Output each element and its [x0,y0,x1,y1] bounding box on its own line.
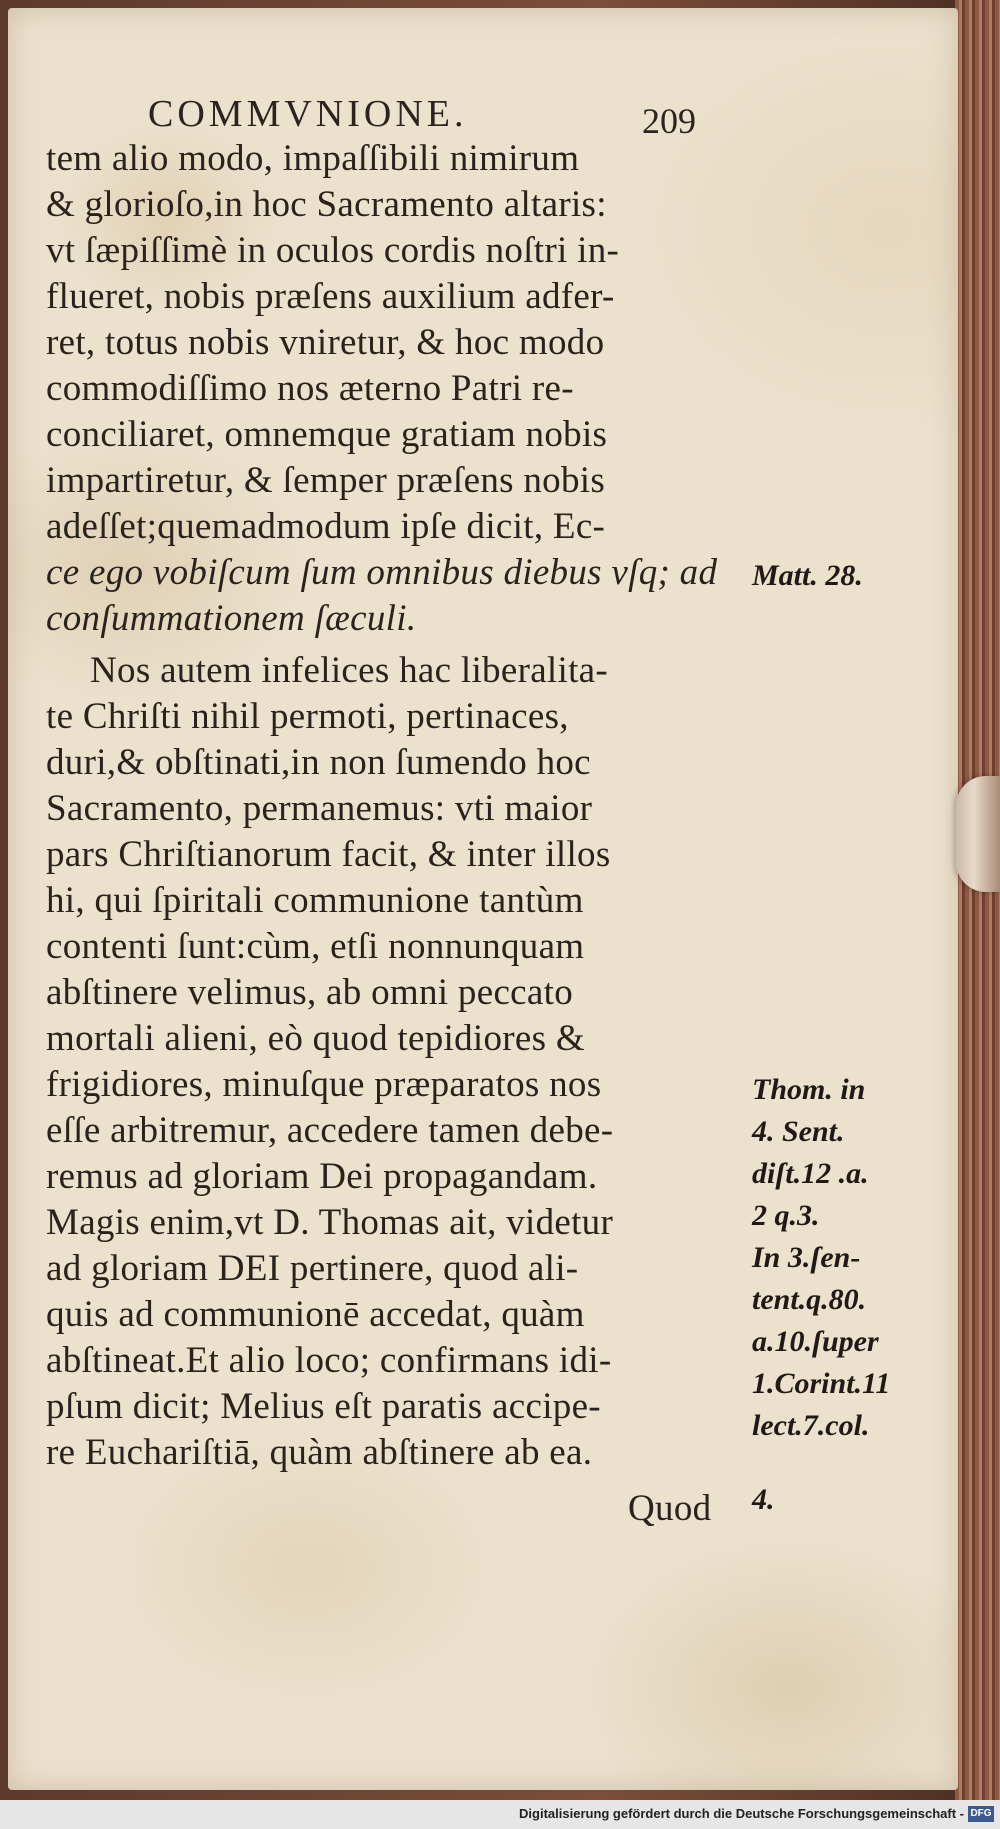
marginal-note: diſt.12 .a. [752,1157,869,1190]
dfg-logo-icon: DFG [968,1806,994,1822]
page-edges [955,0,1000,1800]
text-line: commodiſſimo nos æterno Patri re- [46,368,574,409]
footer-bar [0,1800,1000,1829]
marginal-note: Matt. 28. [752,559,863,592]
text-line: frigidiores, minuſque præparatos nos [46,1064,602,1105]
marginal-note: a.10.ſuper [752,1325,879,1358]
running-title: COMMVNIONE. [148,93,468,135]
marginal-note: Thom. in [752,1073,866,1106]
marginal-note: 4. [752,1483,775,1516]
text-line: contenti ſunt:cùm, etſi nonnunquam [46,926,585,967]
text-line: abſtinere velimus, ab omni peccato [46,972,573,1013]
text-line: duri,& obſtinati,in non ſumendo hoc [46,742,591,783]
text-line: ad gloriam DEI pertinere, quod ali- [46,1248,579,1289]
marginal-note: In 3.ſen- [752,1241,861,1274]
text-line: impartiretur, & ſemper præſens nobis [46,460,606,501]
text-line: flueret, nobis præſens auxilium adfer- [46,276,615,317]
marginal-note: tent.q.80. [752,1283,867,1316]
footer-credit: Digitalisierung gefördert durch die Deutsche Forschungsgemeinschaft - [519,1806,964,1821]
page-clip [956,776,1000,892]
text-line: quis ad communionē accedat, quàm [46,1294,585,1335]
text-line: remus ad gloriam Dei propagandam. [46,1156,598,1197]
book-page [8,8,958,1790]
text-line: & glorioſo,in hoc Sacramento altaris: [46,184,607,225]
marginal-note: 4. Sent. [752,1115,845,1148]
text-line: abſtineat.Et alio loco; confirmans idi- [46,1340,612,1381]
text-line: re Euchariſtiā, quàm abſtinere ab ea. [46,1432,593,1473]
marginal-note: 1.Corint.11 [752,1367,891,1400]
text-line: eſſe arbitremur, accedere tamen debe- [46,1110,614,1151]
text-line: mortali alieni, eò quod tepidiores & [46,1018,585,1059]
text-line: ret, totus nobis vniretur, & hoc modo [46,322,605,363]
text-line: conciliaret, omnemque gratiam nobis [46,414,608,455]
text-line: pars Chriſtianorum facit, & inter illos [46,834,611,875]
page-number: 209 [642,101,696,141]
text-line: hi, qui ſpiritali communione tantùm [46,880,584,921]
text-line: adeſſet;quemadmodum ipſe dicit, Ec- [46,506,606,547]
text-line: Magis enim,vt D. Thomas ait, videtur [46,1202,614,1243]
marginal-note: 2 q.3. [752,1199,820,1232]
text-line: te Chriſti nihil permoti, pertinaces, [46,696,569,737]
text-line: tem alio modo, impaſſibili nimirum [46,138,580,179]
text-line-italic: conſummationem ſæculi. [46,598,417,639]
text-line: Sacramento, permanemus: vti maior [46,788,593,829]
text-line: vt ſæpiſſimè in oculos cordis noſtri in- [46,230,620,271]
paragraph-start: Nos autem infelices hac liberalita- [90,650,609,691]
catchword: Quod [628,1488,712,1529]
text-line: pſum dicit; Melius eſt paratis accipe- [46,1386,601,1427]
marginal-note: lect.7.col. [752,1409,870,1442]
text-line-italic: ce ego vobiſcum ſum omnibus diebus vſq; ad [46,552,718,593]
